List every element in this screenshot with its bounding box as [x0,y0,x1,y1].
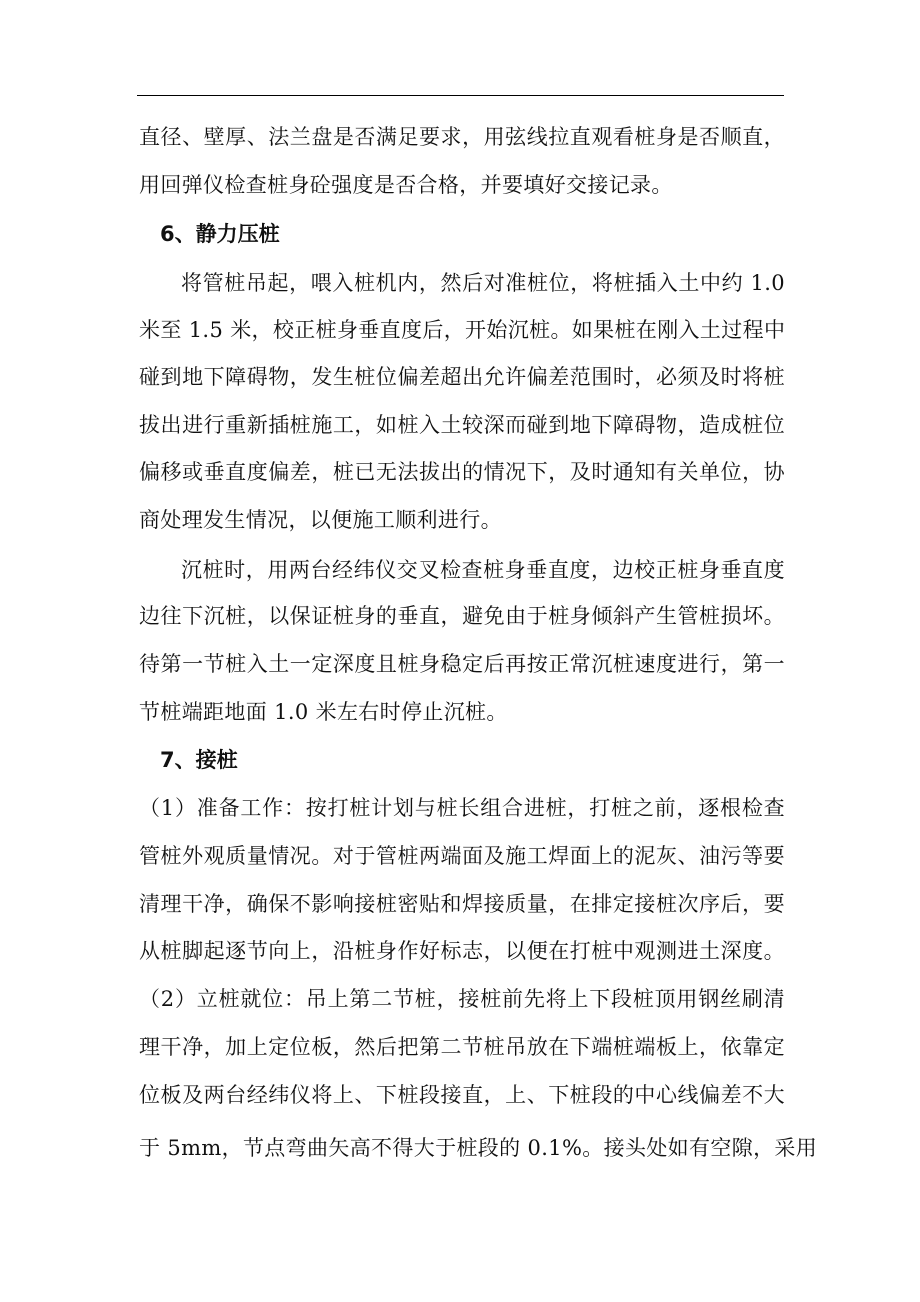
body-line: 清理干净，确保不影响接桩密贴和焊接质量，在排定接桩次序后，要 [139,892,785,916]
body-line: 商处理发生情况，以便施工顺利进行。 [139,508,502,532]
body-line: （1）准备工作：按打桩计划与桩长组合进桩，打桩之前，逐根检查 [139,796,785,820]
body-line: 直径、壁厚、法兰盘是否满足要求，用弦线拉直观看桩身是否顺直， [139,125,785,149]
body-line: 节桩端距地面 1.0 米左右时停止沉桩。 [139,700,508,724]
body-line: 待第一节桩入土一定深度且桩身稳定后再按正常沉桩速度进行，第一 [139,652,785,676]
section-heading-7: 7、接桩 [160,748,238,772]
body-line: 位板及两台经纬仪将上、下桩段接直，上、下桩段的中心线偏差不大 [139,1083,785,1107]
body-line: 边往下沉桩，以保证桩身的垂直，避免由于桩身倾斜产生管桩损坏。 [139,604,785,628]
body-line: 沉桩时，用两台经纬仪交叉检查桩身垂直度，边校正桩身垂直度 [181,558,785,582]
body-line: 管桩外观质量情况。对于管桩两端面及施工焊面上的泥灰、油污等要 [139,844,785,868]
header-rule [137,95,784,96]
body-line: 从桩脚起逐节向上，沿桩身作好标志，以便在打桩中观测进土深度。 [139,939,785,963]
body-line: 将管桩吊起，喂入桩机内，然后对准桩位，将桩插入土中约 1.0 [181,271,785,295]
body-line: 理干净，加上定位板，然后把第二节桩吊放在下端桩端板上，依靠定 [139,1035,785,1059]
body-line: 米至 1.5 米，校正桩身垂直度后，开始沉桩。如果桩在刚入土过程中 [139,318,786,342]
body-line: 拔出进行重新插桩施工，如桩入土较深而碰到地下障碍物，造成桩位 [139,413,785,437]
section-heading-6: 6、静力压桩 [160,222,280,246]
body-line: 用回弹仪检查桩身砼强度是否合格，并要填好交接记录。 [139,173,673,197]
body-line: 偏移或垂直度偏差，桩已无法拔出的情况下，及时通知有关单位，协 [139,460,785,484]
body-line: （2）立桩就位：吊上第二节桩，接桩前先将上下段桩顶用钢丝刷清 [139,987,785,1011]
body-line: 于 5mm，节点弯曲矢高不得大于桩段的 0.1%。接头处如有空隙，采用 [139,1136,818,1160]
body-line: 碰到地下障碍物，发生桩位偏差超出允许偏差范围时，必须及时将桩 [139,365,785,389]
